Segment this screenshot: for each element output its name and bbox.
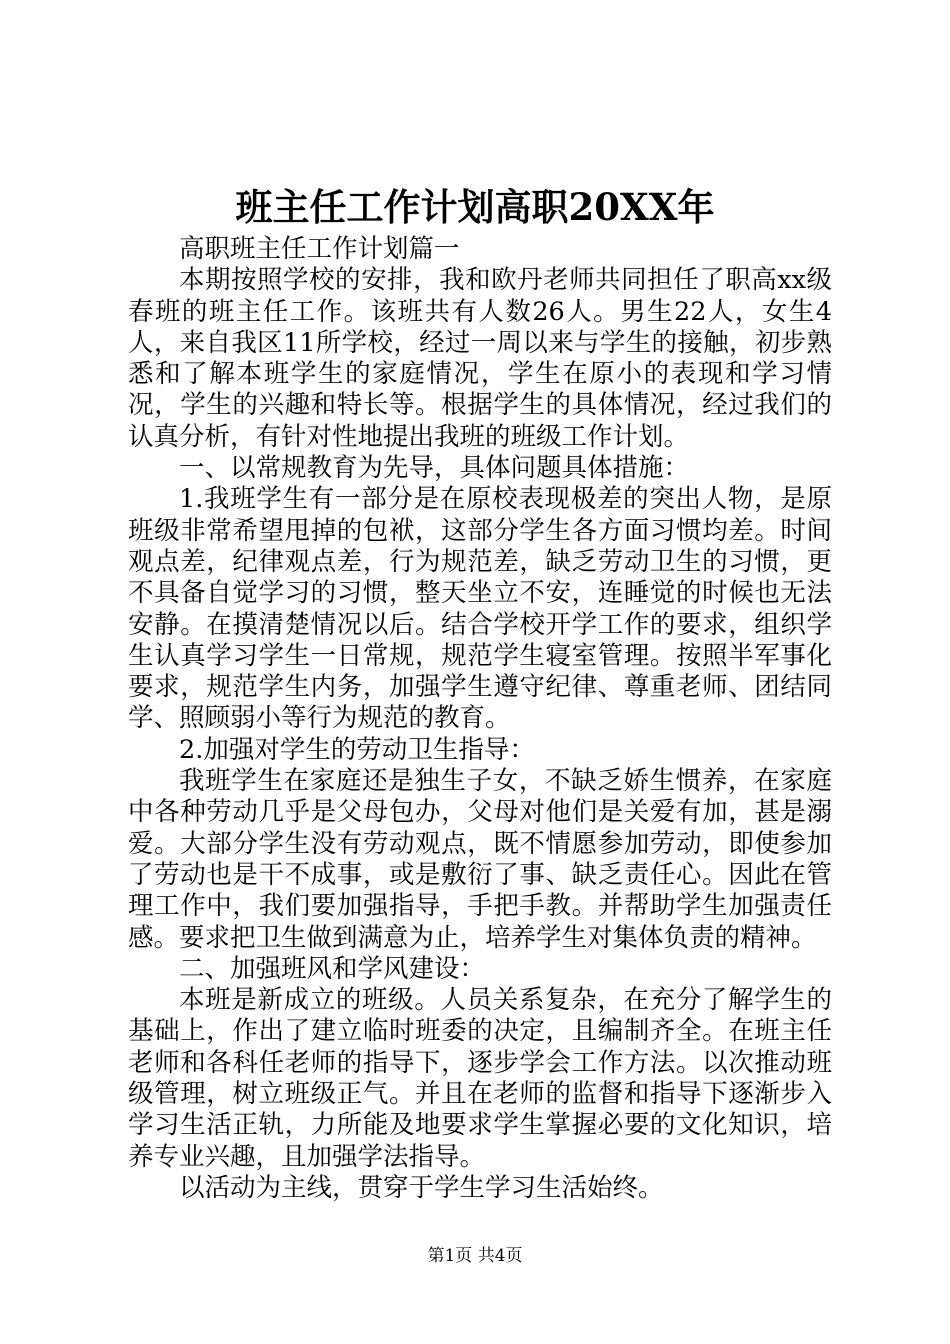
section-heading-1: 一、以常规教育为先导，具体问题具体措施：	[179, 453, 690, 484]
page-footer: 第1页 共4页	[427, 1246, 523, 1266]
paragraph-item-1: 1.我班学生有一部分是在原校表现极差的突出人物，是原班级非常希望甩掉的包袱，这部分学生各方面习惯均差。时间观点差，纪律观点差，行为规范差，缺乏劳动卫生的习惯，更不具备自觉学习的习惯，整天坐立不安，连睡觉的时候也无法安静。在摸清楚情况以后。结合学校开学工作的要求，组织学生认真学习学生一日常规，规范学生寝室管理。按照半军事化要求，规范学生内务，加强学生遵守纪律、尊重老师、团结同学、照顾弱小等行为规范的教育。	[128, 484, 832, 734]
paragraph-subtitle: 高职班主任工作计划篇一	[179, 234, 460, 264]
document-body	[128, 234, 832, 1204]
paragraph-item-2: 我班学生在家庭还是独生子女，不缺乏娇生惯养，在家庭中各种劳动几乎是父母包办，父母对他们是关爱有加，甚是溺爱。大部分学生没有劳动观点，既不情愿参加劳动，即使参加了劳动也是干不成事，或是敷衍了事、缺乏责任心。因此在管理工作中，我们要加强指导，手把手教。并帮助学生加强责任感。要求把卫生做到满意为止，培养学生对集体负责的精神。	[128, 766, 832, 953]
paragraph-activity: 以活动为主线，贯穿于学生学习生活始终。	[179, 1172, 664, 1203]
paragraph-intro: 本期按照学校的安排，我和欧丹老师共同担任了职高xx级春班的班主任工作。该班共有人数26人。男生22人，女生4人，来自我区11所学校，经过一周以来与学生的接触，初步熟悉和了解本班学生的家庭情况，学生在原小的表现和学习情况，学生的兴趣和特长等。根据学生的具体情况，经过我们的认真分析，有针对性地提出我班的班级工作计划。	[128, 265, 832, 452]
document-title: 班主任工作计划高职20XX年	[235, 185, 715, 229]
section-heading-2: 二、加强班风和学风建设：	[179, 953, 486, 984]
item-heading-2: 2.加强对学生的劳动卫生指导：	[179, 734, 535, 765]
paragraph-class-style: 本班是新成立的班级。人员关系复杂，在充分了解学生的基础上，作出了建立临时班委的决定，且编制齐全。在班主任老师和各科任老师的指导下，逐步学会工作方法。以次推动班级管理，树立班级正气。并且在老师的监督和指导下逐渐步入学习生活正轨，力所能及地要求学生掌握必要的文化知识，培养专业兴趣，且加强学法指导。	[128, 985, 832, 1172]
